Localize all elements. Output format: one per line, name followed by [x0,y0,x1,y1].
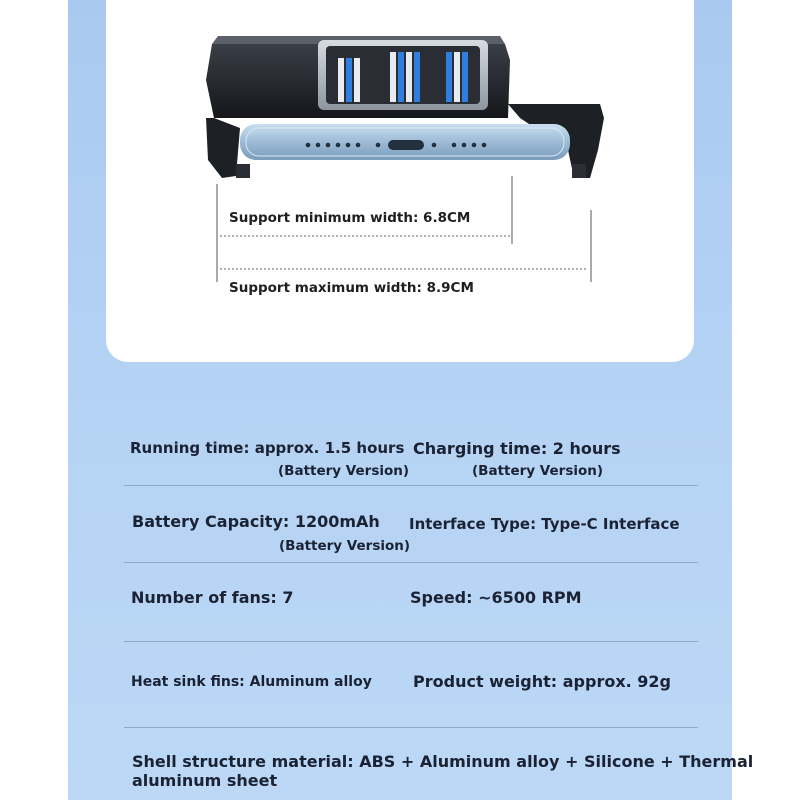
phone-edge [240,124,570,160]
battery-capacity-note: (Battery Version) [279,538,411,554]
spec-divider [124,727,698,728]
fan-fins [338,52,468,102]
heat-sink-spec: Heat sink fins: Aluminum alloy [131,674,372,690]
fans-spec: Number of fans: 7 [131,588,294,607]
min-width-label: Support minimum width: 6.8CM [229,210,471,226]
charging-time-note: (Battery Version) [472,463,604,479]
battery-capacity-spec: Battery Capacity: 1200mAh [132,512,380,531]
max-width-label: Support maximum width: 8.9CM [229,280,474,296]
running-time-note: (Battery Version) [278,463,410,479]
running-time-spec: Running time: approx. 1.5 hours [130,439,405,457]
shell-material-spec-line2: aluminum sheet [132,771,278,790]
interface-type-spec: Interface Type: Type-C Interface [409,515,680,533]
shell-material-spec-line1: Shell structure material: ABS + Aluminum alloy + Silicone + Thermal [132,752,754,771]
weight-spec: Product weight: approx. 92g [413,672,672,691]
spec-divider [124,485,698,486]
spec-divider [124,562,698,563]
spec-divider [124,641,698,642]
speed-spec: Speed: ~6500 RPM [410,588,582,607]
charging-time-spec: Charging time: 2 hours [413,439,621,458]
